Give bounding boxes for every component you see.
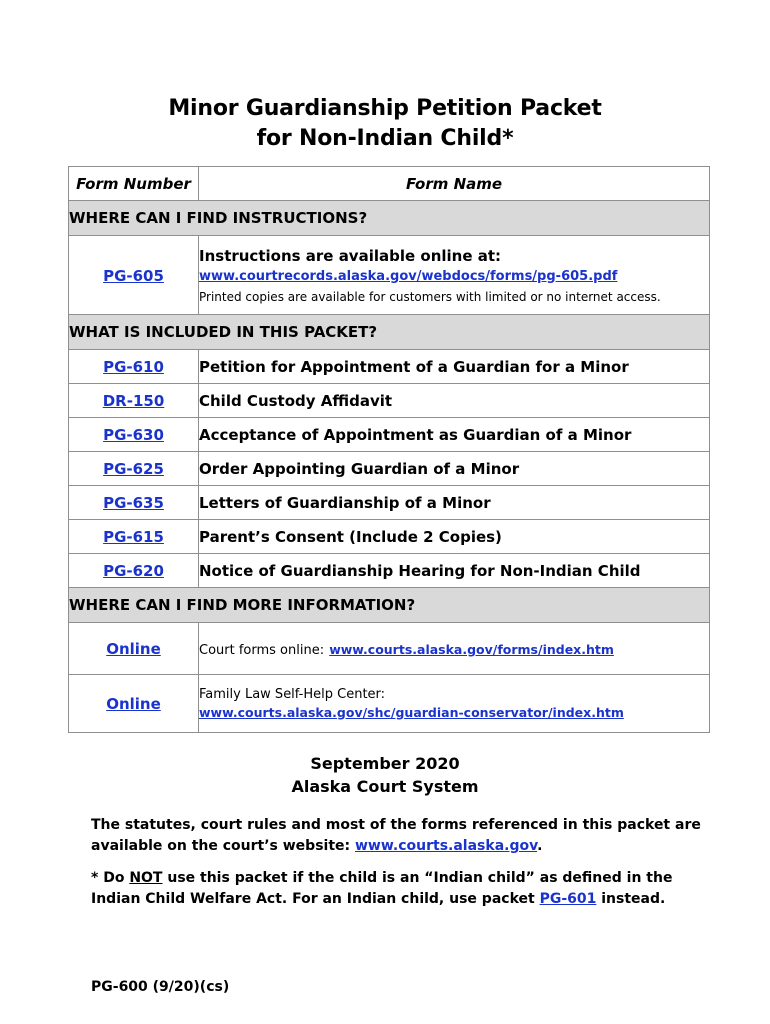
- note-end: instead.: [596, 891, 666, 907]
- table-row: [69, 452, 710, 486]
- section-row-instructions: [69, 201, 710, 236]
- form-name: Acceptance of Appointment as Guardian of a Minor: [199, 418, 710, 452]
- organization-name: Alaska Court System: [291, 777, 479, 796]
- online-link[interactable]: Online: [106, 695, 161, 713]
- note-prefix: * Do: [91, 870, 130, 886]
- section-heading-more-info: WHERE CAN I FIND MORE INFORMATION?: [69, 588, 710, 623]
- instructions-url-link[interactable]: www.courtrecords.alaska.gov/webdocs/forms/pg-605.pdf: [199, 268, 618, 284]
- statutes-end: .: [537, 838, 543, 854]
- table-row: [69, 418, 710, 452]
- section-row-included: [69, 315, 710, 350]
- table-row: [69, 384, 710, 418]
- publication-date: September 2020: [310, 754, 460, 773]
- court-forms-label: Court forms online:: [199, 643, 325, 658]
- header-form-name: Form Name: [199, 167, 710, 201]
- form-link[interactable]: PG-630: [103, 425, 164, 444]
- pg-601-link[interactable]: PG-601: [539, 891, 597, 907]
- form-link[interactable]: PG-610: [103, 357, 164, 376]
- form-name: Child Custody Affidavit: [199, 384, 710, 418]
- title-line-1: Minor Guardianship Petition Packet: [168, 96, 602, 121]
- footer-date-block: [0, 752, 770, 798]
- table-row: [69, 350, 710, 384]
- table-row: [69, 675, 710, 733]
- note-middle: use this packet if the child is an “Indian child” as defined in the Indian Child Welfare Act. For an Indian child, use packet: [91, 870, 673, 907]
- form-link[interactable]: PG-625: [103, 459, 164, 478]
- court-website-link[interactable]: www.courts.alaska.gov: [355, 838, 538, 854]
- forms-table: [68, 166, 710, 733]
- instructions-note: Printed copies are available for customers with limited or no internet access.: [199, 289, 661, 304]
- form-name: Notice of Guardianship Hearing for Non-Indian Child: [199, 554, 710, 588]
- form-name: Parent’s Consent (Include 2 Copies): [199, 520, 710, 554]
- section-row-more-info: [69, 588, 710, 623]
- section-heading-included: WHAT IS INCLUDED IN THIS PACKET?: [69, 315, 710, 350]
- form-link[interactable]: PG-620: [103, 561, 164, 580]
- section-heading-instructions: WHERE CAN I FIND INSTRUCTIONS?: [69, 201, 710, 236]
- form-link[interactable]: DR-150: [102, 391, 165, 410]
- form-name: Order Appointing Guardian of a Minor: [199, 452, 710, 486]
- form-name: Petition for Appointment of a Guardian for a Minor: [199, 350, 710, 384]
- form-name: Letters of Guardianship of a Minor: [199, 486, 710, 520]
- court-forms-url-link[interactable]: www.courts.alaska.gov/forms/index.htm: [329, 642, 614, 657]
- title-line-2: for Non-Indian Child*: [256, 126, 514, 151]
- indian-child-note: [91, 868, 711, 910]
- form-link-pg-605[interactable]: PG-605: [103, 266, 164, 285]
- form-link[interactable]: PG-615: [103, 527, 164, 546]
- table-row: [69, 554, 710, 588]
- note-not-emphasis: NOT: [129, 870, 163, 886]
- online-link[interactable]: Online: [106, 640, 161, 658]
- document-title: [0, 94, 770, 154]
- instructions-title: Instructions are available online at:: [199, 246, 502, 265]
- form-link[interactable]: PG-635: [103, 493, 164, 512]
- table-header-row: [69, 167, 710, 201]
- form-number-footer: PG-600 (9/20)(cs): [91, 979, 230, 995]
- table-row: [69, 486, 710, 520]
- table-row: [69, 520, 710, 554]
- table-row: [69, 236, 710, 315]
- self-help-url-link[interactable]: www.courts.alaska.gov/shc/guardian-conservator/index.htm: [199, 704, 624, 720]
- statutes-text: The statutes, court rules and most of the forms referenced in this packet are available on the court’s website:: [91, 817, 701, 854]
- table-row: [69, 623, 710, 675]
- self-help-label: Family Law Self-Help Center:: [199, 686, 386, 702]
- statutes-paragraph: [91, 815, 711, 857]
- header-form-number: Form Number: [69, 167, 199, 201]
